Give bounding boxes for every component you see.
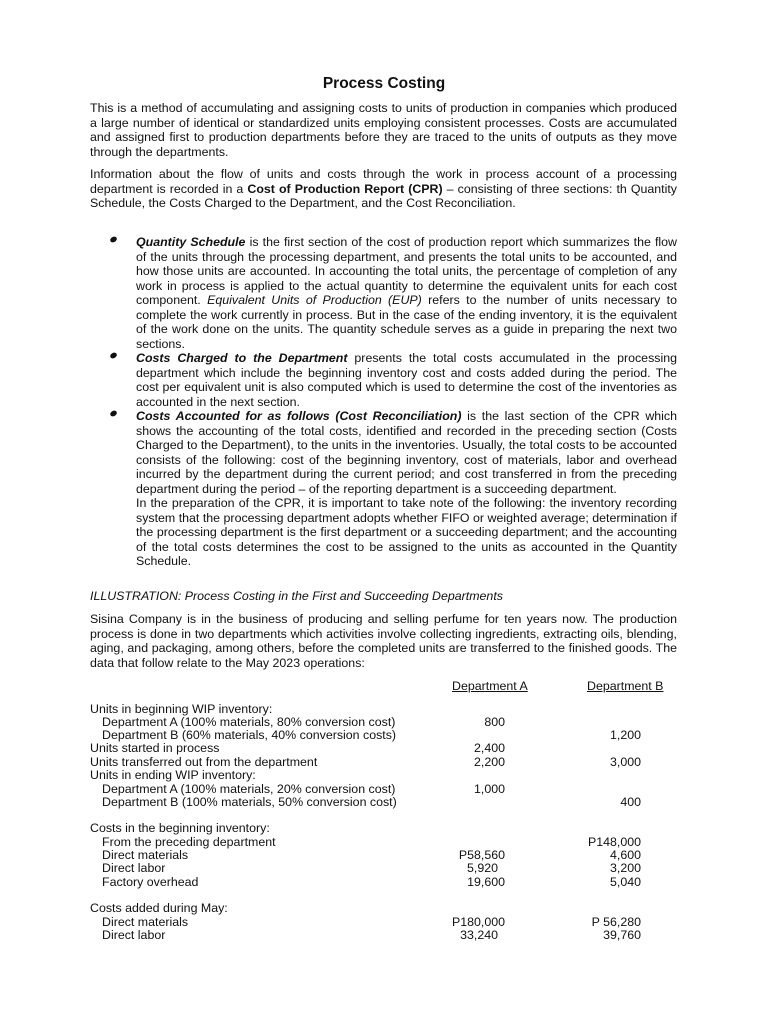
- table-row: Direct materials P180,000 P 56,280: [102, 915, 641, 929]
- company-paragraph: Sisina Company is in the business of producing and selling perfume for ten years now. The production process is done in two departments which activities involve collecting ingredients, extracting oils, blending, aging, and packaging, among others, before the completed units are transferred to the finished goods. The data that follow relate to the May 2023 operations:: [90, 612, 677, 670]
- list-item-quantity-schedule: Quantity Schedule is the first section of the cost of production report which summarizes the flow of the units through the processing department, and presents the total units to be accounted, and how those units are accounted. In accounting the total units, the percentage of completion of any work in process is applied to the actual quantity to determine the equivalent units for each cost component. Equivalent Units of Production (EUP) refers to the number of units necessary to complete the work currently in process. But in the case of the ending inventory, it is the equivalent of the work done on the units. The quantity schedule serves as a guide in preparing the next two sections.: [110, 235, 677, 351]
- table-row: Department B (100% materials, 50% conversion cost) 400: [102, 795, 641, 809]
- table-row: Department A (100% materials, 80% conversion cost) 800: [102, 715, 505, 729]
- table-row: Department A (100% materials, 20% conversion cost) 1,000: [102, 782, 505, 796]
- table-row: From the preceding department P148,000: [102, 835, 641, 849]
- intro-paragraph: This is a method of accumulating and assigning costs to units of production in companies which produced a large number of identical or standardized units employing consistent processes. Costs are accumulated and assigned first to production departments before they are traced to the units of outputs as they move through the departments.: [90, 101, 677, 159]
- list-item-cost-reconciliation: Costs Accounted for as follows (Cost Reconciliation) is the last section of the CPR which shows the accounting of the total costs, identified and recorded in the preceding section (Costs Charged to the Department), to the units in the inventories. Usually, the total costs to be accounted consists of the following: cost of the beginning inventory, cost of materials, labor and overhead incurred by the department during the current period; and cost transferred in from the preceding department during the period – of the reporting department is a succeeding department. In the preparation of the CPR, it is important to take note of the following: the inventory recording system that the processing department adopts whether FIFO or weighted average; determination if the processing department is the first department or a succeeding department; and the accounting of the total costs determines the cost to be assigned to the units as accounted in the Quantity Schedule.: [110, 409, 677, 569]
- bullet-icon: [109, 351, 118, 359]
- page-title: Process Costing: [322, 75, 446, 92]
- table-row: Units in ending WIP inventory:: [90, 768, 256, 782]
- table-row: Costs added during May:: [90, 901, 228, 915]
- cpr-paragraph: Information about the flow of units and costs through the work in process account of a processing department is recorded in a Cost of Production Report (CPR) – consisting of three sections: th Quantity Schedule, the Costs Charged to the Department, and the Cost Reconciliation.: [90, 167, 677, 210]
- table-row: Department B (60% materials, 40% conversion costs) 1,200: [102, 728, 641, 742]
- cpr-sections-list: [110, 235, 677, 569]
- column-header-dept-a: Department A: [452, 679, 528, 693]
- table-row: Units in beginning WIP inventory:: [90, 702, 273, 716]
- column-header-dept-b: Department B: [587, 679, 664, 693]
- cpr-note: In the preparation of the CPR, it is important to take note of the following: the inventory recording system that the processing department adopts whether FIFO or weighted average; determination if the processing department is the first department or a succeeding department; and the accounting of the total costs determines the cost to be assigned to the units as accounted in the Quantity Schedule.: [136, 496, 677, 568]
- table-row: Direct labor 5,920 3,200: [102, 861, 641, 875]
- list-item-costs-charged: Costs Charged to the Department presents the total costs accumulated in the processing department which include the beginning inventory cost and costs added during the period. The cost per equivalent unit is also computed which is used to determine the cost of the inventories as accounted in the next section.: [110, 351, 677, 409]
- bullet-icon: [109, 409, 118, 417]
- table-row: Units transferred out from the department 2,200 3,000: [90, 755, 641, 769]
- cpr-term: Cost of Production Report (CPR): [247, 181, 443, 196]
- table-row: Direct labor 33,240 39,760: [102, 928, 641, 942]
- bullet-icon: [109, 235, 118, 243]
- table-row: Units started in process 2,400: [90, 741, 505, 755]
- table-row: Factory overhead 19,600 5,040: [102, 875, 641, 889]
- table-row: Direct materials P58,560 4,600: [102, 848, 641, 862]
- table-row: Costs in the beginning inventory:: [90, 821, 270, 835]
- illustration-heading: ILLUSTRATION: Process Costing in the First and Succeeding Departments: [90, 589, 503, 603]
